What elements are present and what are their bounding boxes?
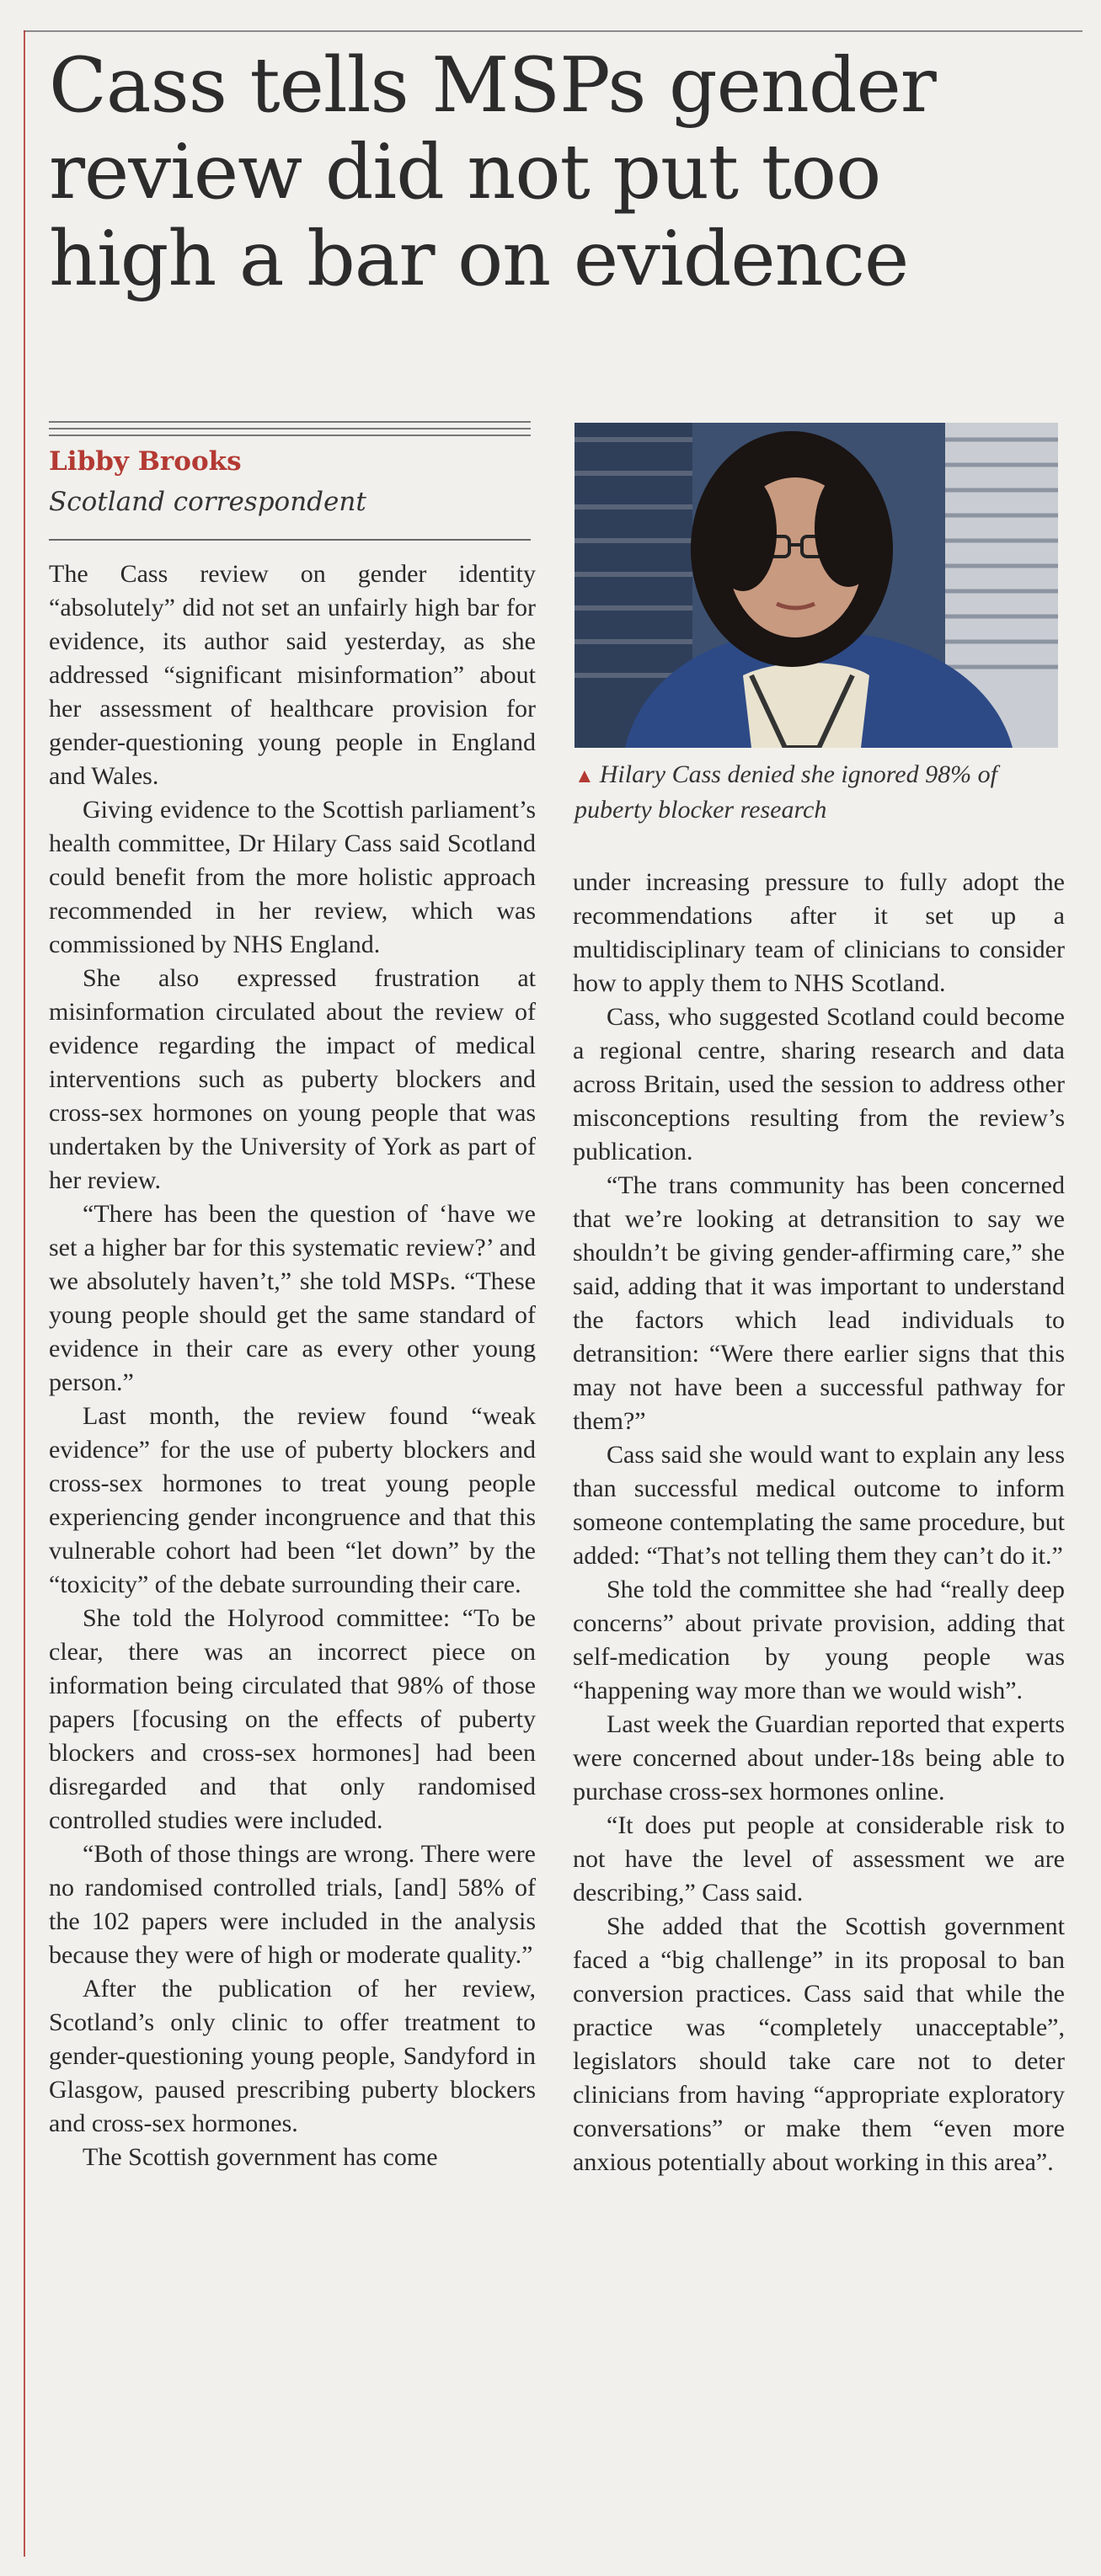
paragraph: She told the committee she had “really deep concerns” about private provision, adding that self-medication by young people was “happening way more than we would wish”. — [573, 1576, 1065, 1704]
portrait-image — [575, 423, 1058, 748]
headline: Cass tells MSPs gender review did not put too high a bar on evidence — [49, 41, 936, 303]
paragraph: Cass said she would want to explain any less than successful medical outcome to inform someone contemplating the same procedure, but added: “That’s not telling them they can’t do it.” — [573, 1441, 1065, 1570]
paragraph: Last week the Guardian reported that experts were concerned about under-18s being able to purchase cross-sex hormones online. — [573, 1710, 1065, 1805]
photo-caption — [575, 758, 1058, 827]
author-name: Libby Brooks — [49, 446, 242, 477]
hilary-cass-photo — [575, 423, 1058, 748]
paragraph: “It does put people at considerable risk to not have the level of assessment we are describing,” Cass said. — [573, 1811, 1065, 1907]
paragraph: Cass, who suggested Scotland could become a regional centre, sharing research and data across Britain, used the session to address other misconceptions resulting from the review’s publication. — [573, 1003, 1065, 1165]
paragraph: Giving evidence to the Scottish parliament’s health committee, Dr Hilary Cass said Scotland could benefit from the more holistic approach recommended in her review, which was commissioned by NHS England. — [49, 796, 536, 958]
paragraph: “There has been the question of ‘have we set a higher bar for this systematic review?’ and we absolutely haven’t,” she told MSPs. “These young people should get the same standard of evidence in their care as every other young person.” — [49, 1200, 536, 1396]
caption-triangle-icon: ▲ — [575, 765, 595, 787]
paragraph: The Scottish government has come — [83, 2143, 438, 2171]
paragraph: She also expressed frustration at misinformation circulated about the review of evidence regarding the impact of medical interventions such as puberty blockers and cross-sex hormones on young people that was undertaken by the University of York as part of her review. — [49, 964, 536, 1194]
photo-caption-text: Hilary Cass denied she ignored 98% of puberty blocker research — [575, 760, 997, 824]
author-role: Scotland correspondent — [49, 487, 366, 517]
paragraph: She told the Holyrood committee: “To be clear, there was an incorrect piece on information being circulated that 98% of those papers [focusing on the effects of puberty blockers and cross-sex hormones] had been disregarded and that only randomised controlled studies were included. — [49, 1604, 536, 1834]
paragraph: Last month, the review found “weak evidence” for the use of puberty blockers and cross-sex hormones to treat young people experiencing gender incongruence and that this vulnerable cohort had been “let down” by the “toxicity” of the debate surrounding their care. — [49, 1402, 536, 1598]
top-rule — [24, 30, 1082, 32]
article-column-2 — [573, 866, 1065, 2179]
left-rule — [24, 30, 25, 2557]
paragraph: “Both of those things are wrong. There were no randomised controlled trials, [and] 58% of the 102 papers were included in the analysis because they were of high or moderate quality.” — [49, 1840, 536, 1969]
paragraph: under increasing pressure to fully adopt the recommendations after it set up a multidisciplinary team of clinicians to consider how to apply them to NHS Scotland. — [573, 868, 1065, 997]
paragraph: “The trans community has been concerned that we’re looking at detransition to say we shouldn’t be giving gender-affirming care,” she said, adding that it was important to understand the factors which lead individuals to detransition: “Were there earlier signs that this may not have been a successful pathway for them?” — [573, 1171, 1065, 1435]
byline-rules — [49, 421, 531, 441]
byline-divider — [49, 539, 531, 541]
paragraph: After the publication of her review, Scotland’s only clinic to offer treatment to gender-questioning young people, Sandyford in Glasgow, paused prescribing puberty blockers and cross-sex hormones. — [49, 1975, 536, 2137]
paragraph: She added that the Scottish government faced a “big challenge” in its proposal to ban conversion practices. Cass said that while the practice was “completely unacceptable”, legislators should take care not to deter clinicians from having “appropriate exploratory conversations” or make them “even more anxious potentially about working in this area”. — [573, 1912, 1065, 2176]
article-column-1 — [49, 557, 536, 2174]
paragraph: The Cass review on gender identity “absolutely” did not set an unfairly high bar for evidence, its author said yesterday, as she addressed “significant misinformation” about her assessment of healthcare provision for gender-questioning young people in England and Wales. — [49, 560, 536, 790]
